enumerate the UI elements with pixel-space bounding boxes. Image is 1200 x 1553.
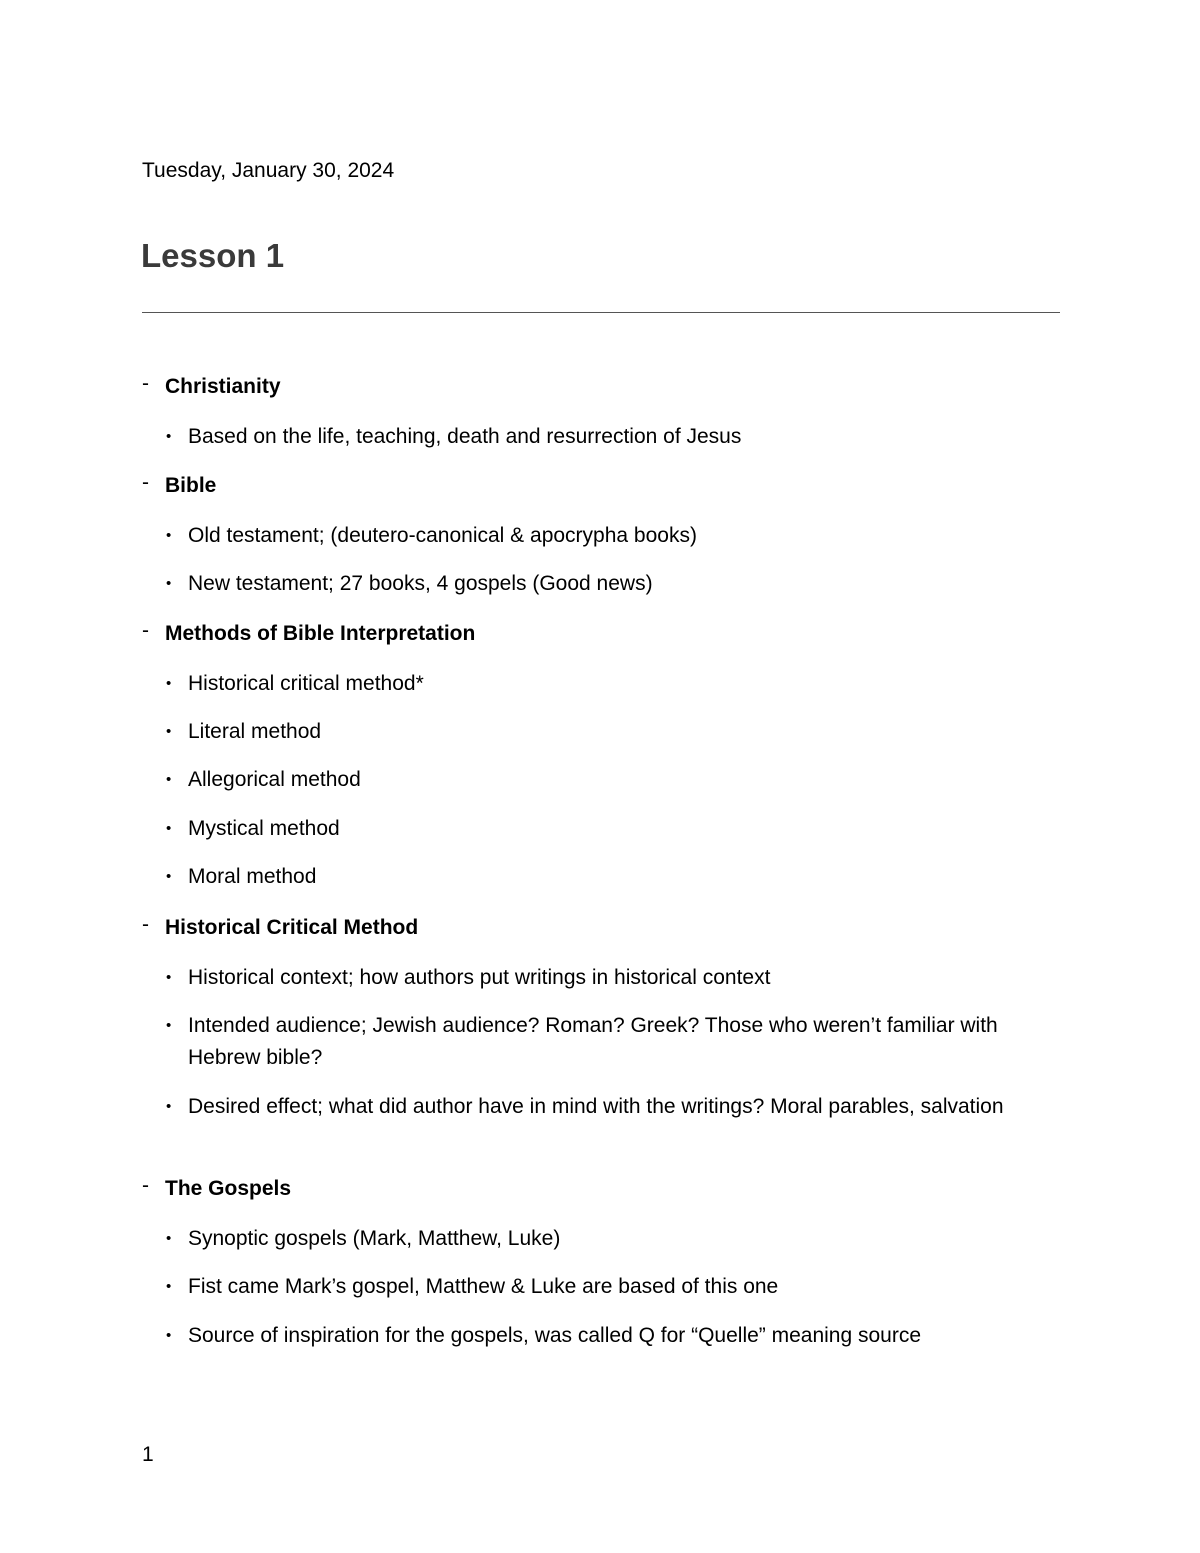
list-item-text: Mystical method (188, 817, 340, 840)
page-title: Lesson 1 (141, 237, 285, 274)
dash-marker: - (142, 471, 149, 494)
bullet-marker: • (166, 1327, 172, 1344)
bullet-marker: • (166, 1098, 172, 1115)
bullet-marker: • (166, 1278, 172, 1295)
list-item (166, 813, 1060, 845)
list-item (166, 1091, 1060, 1123)
bullet-marker: • (166, 1230, 172, 1247)
list-item-text: Historical context; how authors put writings in historical context (188, 966, 771, 989)
list-item-text: Desired effect; what did author have in mind with the writings? Moral parables, salvation (188, 1095, 1004, 1118)
bullet-marker: • (166, 675, 172, 692)
page-number: 1 (142, 1443, 154, 1466)
dash-marker: - (142, 1174, 149, 1197)
dash-marker: - (142, 913, 149, 936)
section-heading-label: Methods of Bible Interpretation (165, 622, 476, 645)
list-item-text: Moral method (188, 865, 317, 888)
list-item-text: Source of inspiration for the gospels, was called Q for “Quelle” meaning source (188, 1324, 922, 1347)
section-heading-label: The Gospels (165, 1177, 292, 1200)
list-item (166, 861, 1060, 893)
list-item (166, 668, 1060, 700)
title-divider (142, 312, 1060, 313)
page-date: Tuesday, January 30, 2024 (142, 159, 395, 182)
list-item-text: Historical critical method* (188, 672, 424, 695)
list-item (166, 1271, 1060, 1303)
list-item (166, 716, 1060, 748)
list-item-text: Literal method (188, 720, 322, 743)
bullet-marker: • (166, 969, 172, 986)
list-item-text: Synoptic gospels (Mark, Matthew, Luke) (188, 1227, 561, 1250)
bullet-marker: • (166, 428, 172, 445)
list-item-text: Intended audience; Jewish audience? Roman? Greek? Those who weren’t familiar with Hebrew bible? (188, 1014, 998, 1069)
list-item-text: Fist came Mark’s gospel, Matthew & Luke are based of this one (188, 1275, 779, 1298)
list-item-text: Allegorical method (188, 768, 361, 791)
bullet-marker: • (166, 575, 172, 592)
list-item (166, 764, 1060, 796)
dash-marker: - (142, 372, 149, 395)
bullet-marker: • (166, 868, 172, 885)
list-item (166, 962, 1060, 994)
list-item (166, 1223, 1060, 1255)
list-item (166, 568, 1060, 600)
list-item-text: Old testament; (deutero-canonical & apocrypha books) (188, 524, 697, 547)
list-item (166, 1320, 1060, 1352)
bullet-marker: • (166, 820, 172, 837)
list-item (166, 421, 1060, 453)
dash-marker: - (142, 619, 149, 642)
list-item-text: New testament; 27 books, 4 gospels (Good news) (188, 572, 653, 595)
list-item (166, 1010, 1060, 1074)
bullet-marker: • (166, 1017, 172, 1034)
section-heading-label: Christianity (165, 375, 281, 398)
bullet-marker: • (166, 771, 172, 788)
section-heading-label: Bible (165, 474, 217, 497)
bullet-marker: • (166, 527, 172, 544)
bullet-marker: • (166, 723, 172, 740)
list-item (166, 520, 1060, 552)
list-item-text: Based on the life, teaching, death and resurrection of Jesus (188, 425, 742, 448)
section-heading-label: Historical Critical Method (165, 916, 419, 939)
